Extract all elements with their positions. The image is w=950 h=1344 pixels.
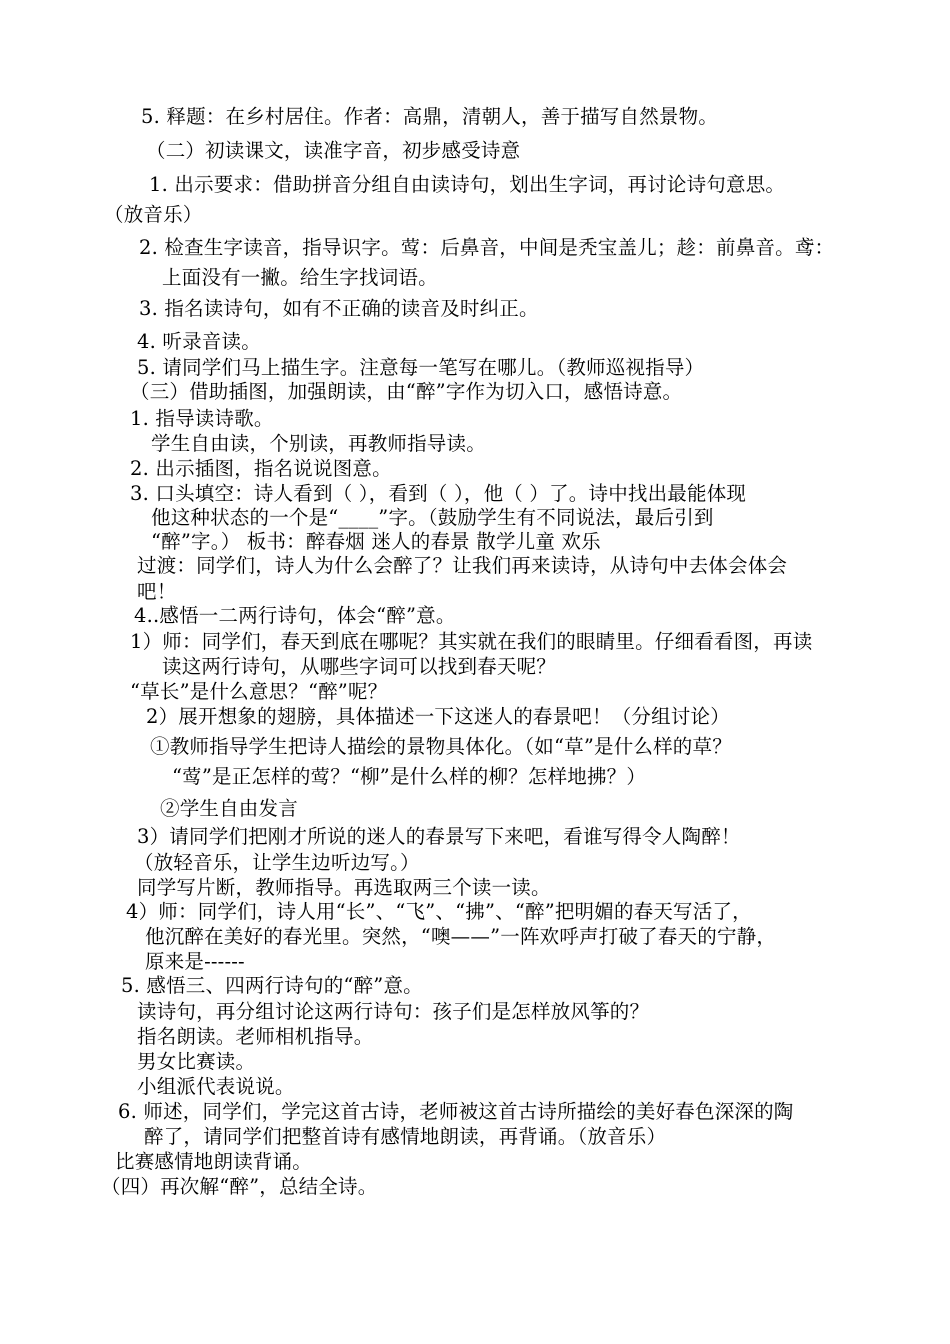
text-line: 2. 出示插图，指名说说图意。 (130, 457, 392, 480)
text-line: 他这种状态的一个是“____”字。（鼓励学生有不同说法，最后引到 (151, 506, 714, 529)
text-line: 5. 请同学们马上描生字。注意每一笔写在哪儿。（教师巡视指导） (137, 356, 705, 379)
text-line: 2. 检查生字读音，指导识字。莺：后鼻音，中间是秃宝盖儿；趁：前鼻音。鸢： (139, 236, 835, 259)
text-line: 4）师：同学们，诗人用“长”、“飞”、“拂”、“醉”把明媚的春天写活了， (126, 900, 752, 923)
text-line: 5. 感悟三、四两行诗句的“醉”意。 (121, 974, 423, 997)
text-line: 男女比赛读。 (137, 1050, 256, 1073)
text-line: 同学写片断，教师指导。再选取两三个读一读。 (137, 876, 551, 899)
text-line: 原来是------ (145, 950, 245, 973)
text-line: 2）展开想象的翅膀，具体描述一下这迷人的春景吧！（分组讨论） (146, 705, 730, 728)
text-line: （放轻音乐，让学生边听边写。） (134, 851, 420, 874)
text-line: “草长”是什么意思？“醉”呢？ (130, 680, 388, 703)
text-line: 他沉醉在美好的春光里。突然，“噢——”一阵欢呼声打破了春天的宁静， (145, 925, 777, 948)
text-line: 6. 师述，同学们，学完这首古诗，老师被这首古诗所描绘的美好春色深深的陶 (118, 1100, 794, 1123)
text-line: 读诗句，再分组讨论这两行诗句：孩子们是怎样放风筝的？ (137, 1000, 650, 1023)
text-line: 上面没有一撇。给生字找词语。 (162, 266, 438, 289)
text-line: 指名朗读。老师相机指导。 (137, 1025, 374, 1048)
text-line: 3）请同学们把刚才所说的迷人的春景写下来吧，看谁写得令人陶醉！ (137, 825, 741, 848)
text-line: 3. 口头填空：诗人看到（ ），看到（ ），他（ ）了。诗中找出最能体现 (130, 482, 747, 505)
text-line: 4. 听录音读。 (137, 330, 261, 353)
text-line: 过渡：同学们，诗人为什么会醉了？让我们再来读诗，从诗句中去体会体会 (137, 554, 788, 577)
text-line: 吧！ (137, 580, 177, 603)
text-line: “醉”字。） 板书：醉春烟 迷人的春景 散学儿童 欢乐 (151, 530, 601, 553)
text-line: 1）师：同学们，春天到底在哪呢？其实就在我们的眼睛里。仔细看看图，再读 (130, 630, 813, 653)
text-line: 小组派代表说说。 (137, 1075, 295, 1098)
section-heading: （四）再次解“醉”，总结全诗。 (101, 1175, 378, 1198)
text-line: 5. 释题：在乡村居住。作者：高鼎，清朝人，善于描写自然景物。 (141, 105, 719, 128)
text-line: 醉了，请同学们把整首诗有感情地朗读，再背诵。（放音乐） (144, 1125, 667, 1148)
text-line: （放音乐） (104, 203, 203, 226)
text-line: 1. 指导读诗歌。 (130, 407, 274, 430)
text-line: 学生自由读，个别读，再教师指导读。 (151, 432, 486, 455)
text-line: 读这两行诗句，从哪些字词可以找到春天呢？ (162, 655, 557, 678)
text-line: ②学生自由发言 (160, 797, 298, 820)
text-line: 1. 出示要求：借助拼音分组自由读诗句，划出生字词，再讨论诗句意思。 (149, 173, 786, 196)
text-line: 4..感悟一二两行诗句，体会“醉”意。 (134, 604, 456, 627)
text-line: 3. 指名读诗句，如有不正确的读音及时纠正。 (139, 297, 539, 320)
text-line: 比赛感情地朗读背诵。 (115, 1150, 313, 1173)
text-line: ①教师指导学生把诗人描绘的景物具体化。（如“草”是什么样的草？ (150, 735, 732, 758)
section-heading: （三）借助插图，加强朗读，由“醉”字作为切入口，感悟诗意。 (130, 380, 683, 403)
section-heading: （二）初读课文，读准字音，初步感受诗意 (146, 139, 521, 162)
text-line: “莺”是正怎样的莺？“柳”是什么样的柳？怎样地拂？） (172, 765, 647, 788)
